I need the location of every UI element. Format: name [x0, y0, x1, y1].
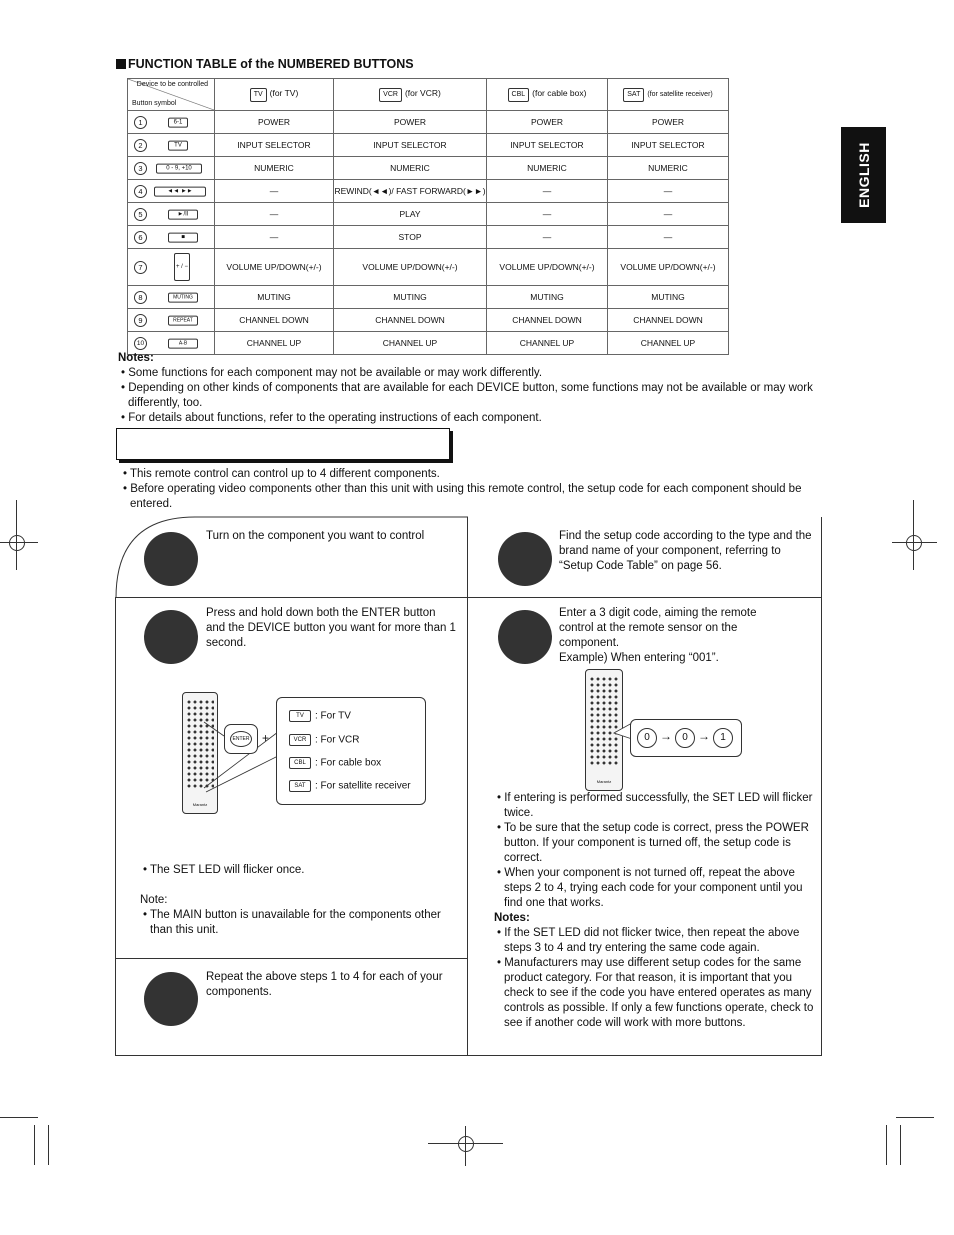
corner-device-label: Device to be controlled [136, 81, 208, 88]
table-cell: INPUT SELECTOR [487, 134, 608, 157]
table-cell: POWER [608, 111, 729, 134]
row-number: 8 [134, 291, 147, 304]
remote-control-illustration: Marantz [182, 692, 218, 814]
step-3-text: Press and hold down both the ENTER button and the DEVICE button you want for more than 1 second. [206, 607, 456, 649]
table-cell: CHANNEL DOWN [215, 309, 334, 332]
step-4-note-item: • If the SET LED did not flicker twice, then repeat the above steps 3 to 4 and try entering the same code again. [497, 927, 800, 954]
step-3-flicker-note: • The SET LED will flicker once. [143, 864, 305, 876]
callout-label: : For cable box [315, 757, 382, 769]
frame-row-divider [115, 597, 822, 598]
step-4-circle [498, 610, 552, 664]
table-cell: — [608, 180, 729, 203]
table-cell: PLAY [334, 203, 487, 226]
note-item: • For details about functions, refer to the operating instructions of each component. [121, 412, 542, 424]
frame-bottom-edge [115, 1055, 822, 1056]
table-cell: MUTING [487, 286, 608, 309]
table-cell: MUTING [608, 286, 729, 309]
intro-item: • Before operating video components other than this unit with using this remote control, the setup code for each component should be entered. [123, 483, 802, 510]
table-cell: CHANNEL DOWN [487, 309, 608, 332]
step-4-notes-title: Notes: [494, 912, 530, 924]
notes-title: Notes: [118, 352, 154, 364]
step-3-notes [140, 863, 460, 938]
table-cell: NUMERIC [487, 157, 608, 180]
step-4-note-item: • To be sure that the setup code is correct, press the POWER button. If your component is turned off, the setup code is correct. [497, 822, 809, 864]
table-cell: VOLUME UP/DOWN(+/-) [334, 249, 487, 286]
step-5-text: Repeat the above steps 1 to 4 for each of your components. [206, 971, 443, 998]
callout-row-tv [289, 710, 351, 722]
table-cell: — [215, 203, 334, 226]
row-number: 9 [134, 314, 147, 327]
remote-control-illustration-2: Marantz [585, 669, 623, 791]
header-vcr-label: (for VCR) [404, 87, 441, 98]
table-row [128, 286, 729, 309]
language-tab-label: ENGLISH [855, 142, 872, 208]
row-number: 10 [134, 337, 147, 350]
note-item: • Depending on other kinds of components that are available for each DEVICE button, some functions may not be available or may work differently, too. [121, 382, 813, 409]
table-row [128, 180, 729, 203]
note-item: • Some functions for each component may not be available or may work differently. [121, 367, 543, 379]
row-number: 7 [134, 261, 147, 274]
function-table [127, 78, 729, 355]
table-cell: — [487, 203, 608, 226]
language-tab [841, 127, 886, 223]
table-row [128, 249, 729, 286]
stop-button-icon: ■ [168, 232, 198, 242]
cbl-button-icon: CBL [508, 88, 530, 102]
step-3-note: • The MAIN button is unavailable for the components other than this unit. [143, 909, 441, 936]
ab-button-icon: A-B [168, 338, 198, 348]
row-number: 4 [134, 185, 147, 198]
sat-button-icon: SAT [623, 88, 644, 102]
vcr-button-icon: VCR [379, 88, 402, 102]
table-cell: MUTING [334, 286, 487, 309]
callout-row-sat [289, 780, 411, 792]
step-3-circle [144, 610, 198, 664]
code-entry-callout [630, 719, 742, 757]
header-tv [215, 79, 334, 111]
right-arrow-icon: → [660, 729, 672, 743]
step-5-circle [144, 972, 198, 1026]
callout-row-vcr [289, 734, 359, 746]
table-cell: INPUT SELECTOR [608, 134, 729, 157]
table-corner-cell [128, 79, 215, 111]
step-2-circle [498, 532, 552, 586]
table-cell: CHANNEL DOWN [334, 309, 487, 332]
table-row [128, 203, 729, 226]
callout-label: : For TV [315, 710, 351, 722]
corner-symbol-label: Button symbol [132, 100, 177, 107]
table-cell: CHANNEL DOWN [608, 309, 729, 332]
tv-button-icon: TV [250, 88, 267, 102]
repeat-button-icon: REPEAT [168, 315, 198, 325]
row-number: 6 [134, 231, 147, 244]
notes-block [118, 351, 818, 426]
digit-0-button: 0 [675, 728, 695, 748]
table-cell: — [608, 226, 729, 249]
frame-step5-divider [115, 958, 467, 959]
tv-button-icon: TV [289, 710, 311, 722]
table-cell: STOP [334, 226, 487, 249]
table-cell: NUMERIC [215, 157, 334, 180]
bullet-square-icon [116, 59, 126, 69]
volume-buttons-icon: + / − [174, 253, 190, 281]
table-header-row [128, 79, 729, 111]
table-cell: NUMERIC [608, 157, 729, 180]
table-cell: CHANNEL UP [608, 332, 729, 355]
header-sat-label: (for satellite receiver) [647, 90, 713, 98]
table-cell: VOLUME UP/DOWN(+/-) [215, 249, 334, 286]
step-1-text: Turn on the component you want to control [206, 530, 425, 542]
vcr-button-icon: VCR [289, 734, 311, 746]
table-cell: POWER [334, 111, 487, 134]
table-cell: INPUT SELECTOR [334, 134, 487, 157]
table-cell: POWER [487, 111, 608, 134]
step-3-note-title: Note: [140, 894, 168, 906]
table-row [128, 309, 729, 332]
header-cbl-label: (for cable box) [532, 87, 587, 98]
table-cell: REWIND(◄◄)/ FAST FORWARD(►►) [334, 180, 487, 203]
step-1-circle [144, 532, 198, 586]
table-cell: POWER [215, 111, 334, 134]
table-cell: CHANNEL UP [487, 332, 608, 355]
row-number: 2 [134, 139, 147, 152]
step-4-text [559, 606, 789, 666]
table-row [128, 111, 729, 134]
plus-sign: + [262, 731, 270, 745]
digit-0-button: 0 [637, 728, 657, 748]
section-title-text: FUNCTION TABLE of the NUMBERED BUTTONS [128, 57, 414, 71]
row-number: 3 [134, 162, 147, 175]
step-4-instruction: Enter a 3 digit code, aiming the remote control at the remote sensor on the component. [559, 607, 757, 649]
table-cell: MUTING [215, 286, 334, 309]
table-cell: VOLUME UP/DOWN(+/-) [487, 249, 608, 286]
table-cell: NUMERIC [334, 157, 487, 180]
step-4-note-item: • If entering is performed successfully, the SET LED will flicker twice. [497, 792, 813, 819]
frame-left-edge [115, 597, 116, 1055]
numeric-buttons-icon: 0 - 9, +10 [156, 163, 202, 173]
device-button-callout [276, 697, 426, 805]
power-button-icon: 6-1 [168, 117, 188, 127]
intro-item: • This remote control can control up to 4 different components. [123, 468, 440, 480]
callout-row-cbl [289, 757, 381, 769]
table-cell: — [487, 226, 608, 249]
header-sat [608, 79, 729, 111]
callout-label: : For VCR [315, 734, 360, 746]
table-cell: — [608, 203, 729, 226]
table-cell: — [215, 226, 334, 249]
table-cell: — [215, 180, 334, 203]
sat-button-icon: SAT [289, 780, 311, 792]
header-tv-label: (for TV) [269, 87, 299, 98]
enter-callout [224, 724, 258, 754]
step-4-note-item: • Manufacturers may use different setup codes for the same product category. For that reason, it is important that you check to see if the code you have entered operates as many controls as possible. If only a few functions operate, check to see if another code will work with more buttons. [497, 957, 814, 1029]
step-4-notes [494, 791, 814, 1031]
step-2-text: Find the setup code according to the type and the brand name of your component, referring to “Setup Code Table” on page 56. [559, 530, 812, 572]
tuning-buttons-icon: ◄◄ ►► [154, 186, 206, 196]
header-vcr [334, 79, 487, 111]
table-row [128, 157, 729, 180]
header-cbl [487, 79, 608, 111]
step-4-example: Example) When entering “001”. [559, 652, 719, 664]
table-cell: INPUT SELECTOR [215, 134, 334, 157]
table-cell: VOLUME UP/DOWN(+/-) [608, 249, 729, 286]
table-cell: — [487, 180, 608, 203]
right-arrow-icon: → [698, 729, 710, 743]
callout-label: : For satellite receiver [315, 780, 411, 792]
step-4-note-item: • When your component is not turned off, repeat the above steps 2 to 4, trying each code for your component until you find one that works. [497, 867, 803, 909]
intro-block [120, 467, 820, 512]
table-cell: CHANNEL UP [215, 332, 334, 355]
digit-1-button: 1 [713, 728, 733, 748]
table-row [128, 134, 729, 157]
cbl-button-icon: CBL [289, 757, 311, 769]
muting-button-icon: MUTING [168, 292, 198, 302]
enter-button-icon: ENTER [230, 731, 252, 747]
section-title [116, 57, 414, 71]
play-pause-button-icon: ►/II [168, 209, 198, 219]
table-cell: CHANNEL UP [334, 332, 487, 355]
select-button-icon: TV [168, 140, 188, 150]
setup-title-box [116, 428, 450, 460]
row-number: 1 [134, 116, 147, 129]
row-number: 5 [134, 208, 147, 221]
table-row [128, 226, 729, 249]
